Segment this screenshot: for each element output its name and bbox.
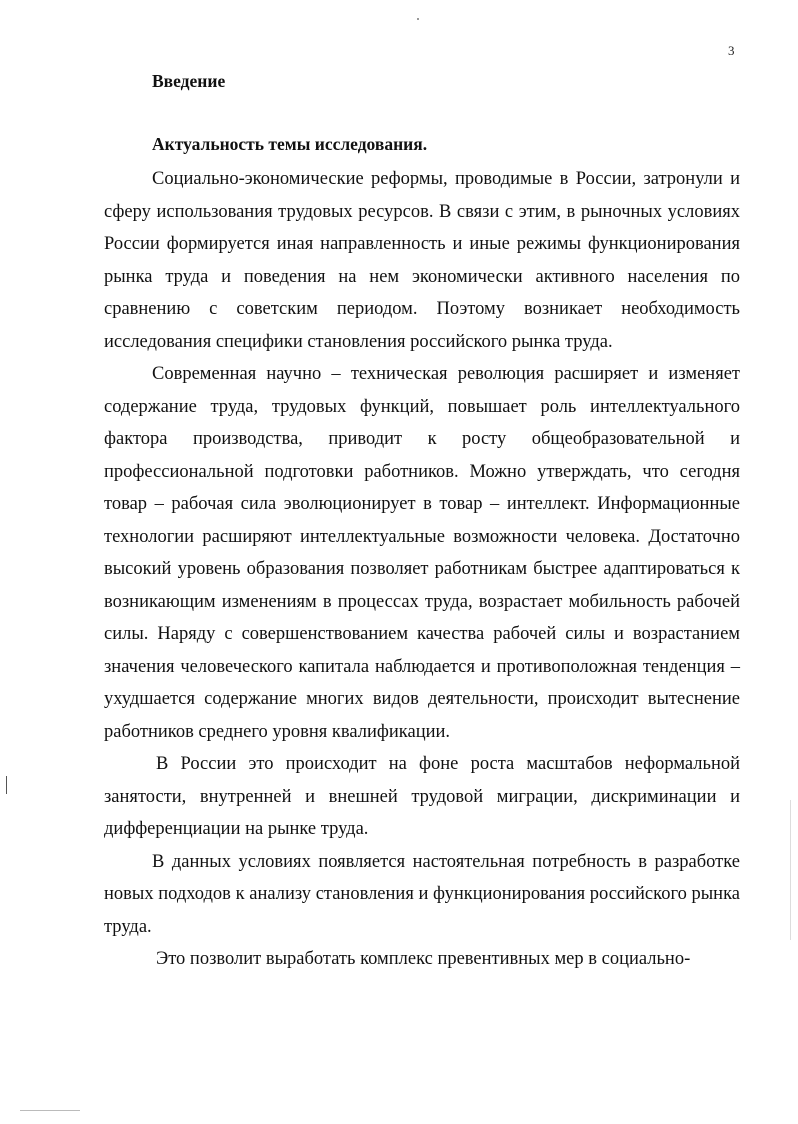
paragraph-1: Социально-экономические реформы, проводимые в России, затронули и сферу использования трудовых ресурсов. В связи с этим, в рыночных условиях России формируется иная направленность и иные режимы функционирования рынка труда и поведения на нем экономически активного населения по сравнению с советским периодом. Поэтому возникает необходимость исследования специфики становления российского рынка труда.	[104, 169, 740, 352]
scan-edge-line	[790, 800, 791, 940]
paragraph-4: В данных условиях появляется настоятельная потребность в разработке новых подходов к анализу становления и функционирования российского рынка труда.	[104, 851, 740, 937]
body-text	[104, 163, 740, 976]
page-number: 3	[728, 43, 735, 58]
scan-speck-line	[20, 1110, 80, 1111]
section-heading: Введение	[152, 71, 226, 91]
paragraph-3: В России это происходит на фоне роста масштабов неформальной занятости, внутренней и внешней трудовой миграции, дискриминации и дифференциации на рынке труда.	[104, 754, 740, 839]
paragraph-2: Современная научно – техническая революция расширяет и изменяет содержание труда, трудовых функций, повышает роль интеллектуального фактора производства, приводит к росту общеобразовательной и профессиональной подготовки работников. Можно утверждать, что сегодня товар – рабочая сила эволюционирует в товар – интеллект. Информационные технологии расширяют интеллектуальные возможности человека. Достаточно высокий уровень образования позволяет работникам быстрее адаптироваться к возникающим изменениям в процессах труда, возрастает мобильность рабочей силы. Наряду с совершенствованием качества рабочей силы и возрастанием значения человеческого капитала наблюдается и противоположная тенденция – ухудшается содержание многих видов деятельности, происходит вытеснение работников среднего уровня квалификации.	[104, 364, 740, 742]
subsection-heading: Актуальность темы исследования.	[152, 134, 428, 154]
scan-margin-mark	[6, 776, 7, 794]
paragraph-5: Это позволит выработать комплекс превентивных мер в социально-	[156, 949, 691, 969]
scan-speck	[417, 18, 419, 20]
